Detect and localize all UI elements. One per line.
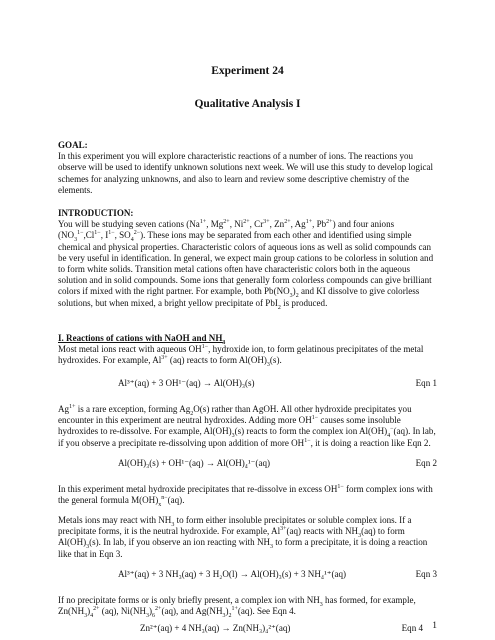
equation-4-text: Zn²⁺(aq) + 4 NH₃(aq) → Zn(NH₃)₄²⁺(aq) — [140, 623, 291, 633]
goal-heading: GOAL: — [58, 140, 88, 150]
goal-section — [58, 140, 437, 196]
experiment-title: Experiment 24 — [211, 65, 284, 77]
equation-2-text: Al(OH)₃(s) + OH¹⁻(aq) → Al(OH)₄¹⁻(aq) — [118, 458, 270, 468]
equation-3-label: Eqn 3 — [415, 569, 437, 579]
introduction-paragraph: You will be studying seven cations ($Na^{1+}$, $Mg^{2+}$, $Ni^{2+}$, $Cr^{3+}$, $Zn^{2+}$, $Ag^{1+}$, $Pb^{2+}$) and four anions ($NO_3^{1-},Cl^{1-}$, $I^{1-}$, $SO_4^{2-}$). These ions may be separated from each other and identified using simple chemical and physical properties. Characteristic colors of aqueous ions as well as solid compounds can be very useful in identification. In general, we expect main group cations to be colorless in solution and to form white solids. Transition metal cations often have characteristic colors both in the aqueous solution and in solid compounds. Some ions that generally form colorless compounds can give brilliant colors if mixed with the right partner. For example, both $Pb(NO_3)_2$ and KI dissolve to give colorless solutions, but when mixed, a bright yellow precipitate of PbI$_2$ is produced. — [58, 219, 434, 311]
hydroxide-paragraph: Most metal ions react with aqueous $OH^{1-}$, hydroxide ion, to form gelatinous precipitates of the metal hydroxides. For example, $Al^{3+}$ (aq) reacts to form $Al(OH)_3(s)$. — [58, 344, 424, 369]
equation-1 — [118, 378, 437, 389]
page-number: 1 — [432, 621, 437, 631]
equation-3 — [118, 569, 437, 580]
equation-2-label: Eqn 2 — [415, 458, 437, 468]
goal-text: In this experiment you will explore characteristic reactions of a number of ions. The reactions you observe will be used to identify unknown solutions next week. We will use this study to develop logical schemes for analyzing unknowns, and also to learn and review some descriptive chemistry of the elements. — [58, 151, 433, 195]
silver-paragraph: $Ag^{1+}$ is a rare exception, forming $Ag_2O(s)$ rather than AgOH. All other hydroxide precipitates you encounter in this experiment are neutral hydroxides. Adding more $OH^{1-}$ causes some insoluble hydroxides to re-dissolve. For example, $Al(OH)_3(s)$ reacts to form the complex ion $Al(OH)_4^-(aq)$. In lab, if you observe a precipitate re-dissolving upon addition of more $OH^{1-}$, it is doing a reaction like Eqn 2. — [58, 403, 436, 448]
complex-ammonia-paragraph: If no precipitate forms or is only briefly present, a complex ion with $NH_3$ has formed, for example, $Zn(NH_3)_4^{2+}$ (aq), $Ni(NH_3)_6^{2+}(aq)$, and $Ag(NH_3)_2^{1+}(aq)$. See Eqn 4. — [58, 595, 416, 619]
section-heading: I. Reactions of cations with NaOH and $NH_3$ — [58, 333, 226, 346]
ammonia-paragraph: Metals ions may react with $NH_3$ to form either insoluble precipitates or soluble complex ions. If a precipitate forms, it is the neutral hydroxide. For example, $Al^{3+}(aq)$ reacts with $NH_3(aq)$ to form $Al(OH)_3(s)$. In lab, if you observe an ion reacting with $NH_3$ to form a precipitate, it is doing a reaction like that in Eqn 3. — [58, 515, 428, 559]
equation-4-label: Eqn 4 — [401, 623, 423, 633]
equation-2 — [118, 458, 437, 469]
equation-4 — [118, 623, 423, 634]
equation-1-text: Al³⁺(aq) + 3 OH¹⁻(aq) → Al(OH)₃(s) — [118, 378, 255, 388]
equation-1-label: Eqn 1 — [415, 378, 437, 388]
introduction-section — [58, 208, 437, 309]
equation-3-text: Al³⁺(aq) + 3 NH₃(aq) + 3 H₂O(l) → Al(OH)₃(s) + 3 NH₄¹⁺(aq) — [118, 569, 347, 579]
introduction-heading: INTRODUCTION: — [58, 208, 134, 218]
complex-ion-paragraph: In this experiment metal hydroxide precipitates that re-dissolve in excess $OH^{1-}$ form complex ions with the general formula $M(OH)_x^{n-}(aq)$. — [58, 483, 433, 508]
experiment-subtitle: Qualitative Analysis I — [194, 98, 301, 110]
section-reactions — [58, 333, 437, 367]
